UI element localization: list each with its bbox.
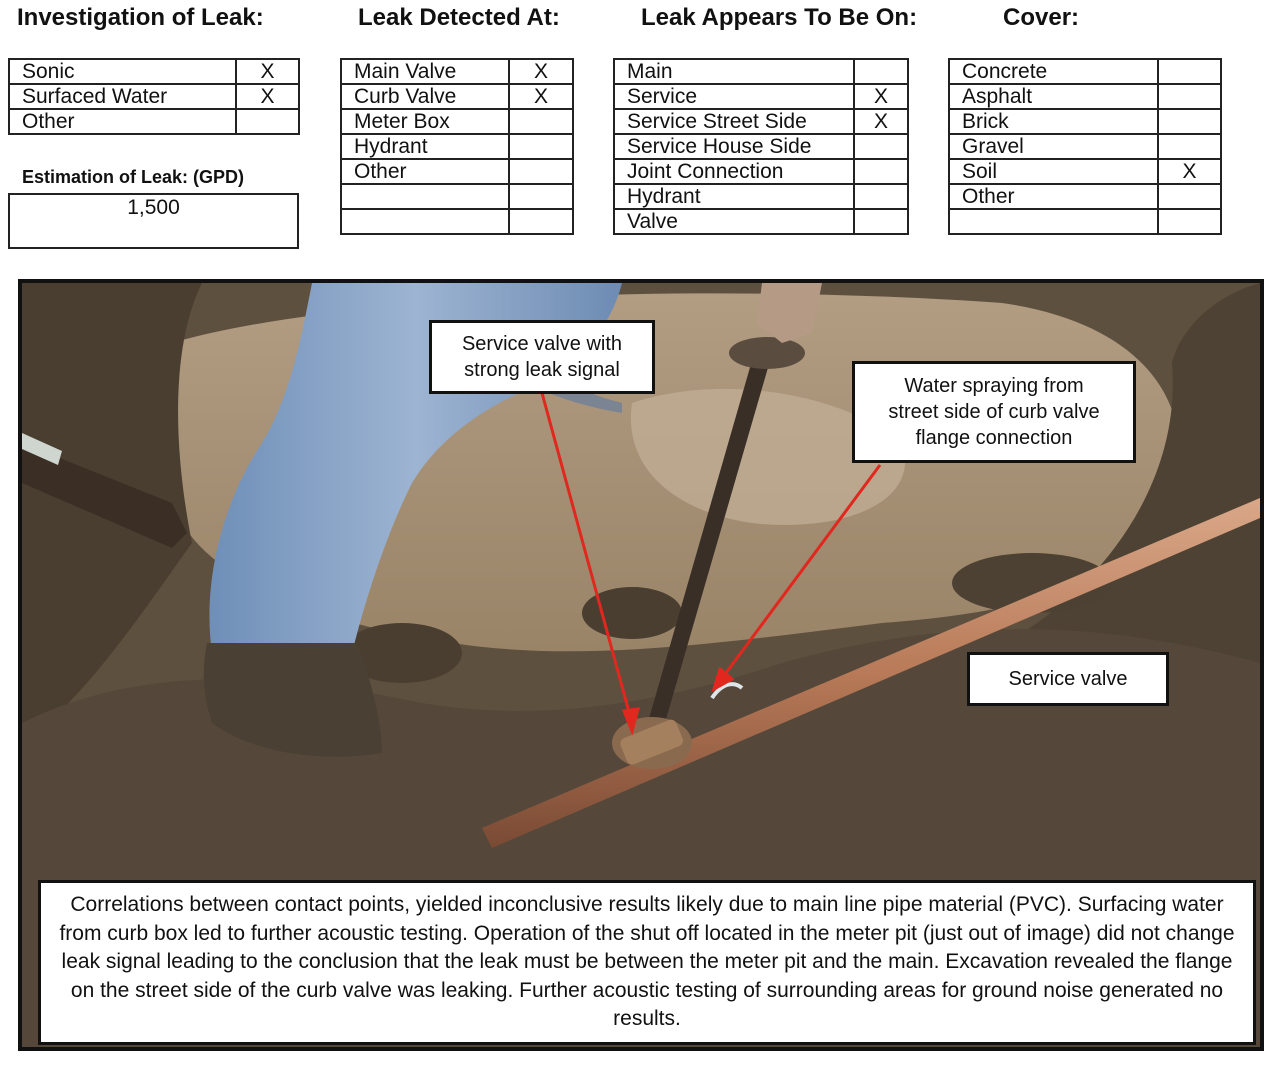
summary-text: Correlations between contact points, yielded inconclusive results likely due to main line pipe material (PVC). Surfacing water from curb box led to further acoustic testing. Operation of the shut off located in the meter pit (just out of image) did not change leak signal leading to the conclusion that the leak must be between the meter pit and the main. Excavation revealed the flange on the street side of the curb valve was leaking. Further acoustic testing of surrounding areas for ground noise generated no results.	[38, 880, 1256, 1045]
table-row	[949, 184, 1221, 209]
callout-water-spraying: Water spraying from street side of curb valve flange connection	[852, 361, 1136, 463]
check-mark[interactable]: X	[1158, 159, 1221, 184]
row-label: Other	[949, 184, 1158, 209]
excavation-photo	[18, 279, 1264, 1051]
check-mark[interactable]	[854, 134, 908, 159]
table-row	[614, 84, 908, 109]
row-label: Asphalt	[949, 84, 1158, 109]
table-row	[614, 109, 908, 134]
detected-table	[340, 58, 574, 235]
row-label: Service House Side	[614, 134, 854, 159]
row-label: Surfaced Water	[9, 84, 236, 109]
check-mark[interactable]	[1158, 84, 1221, 109]
table-row	[9, 84, 299, 109]
check-mark[interactable]	[854, 184, 908, 209]
table-row	[9, 59, 299, 84]
table-row	[614, 184, 908, 209]
table-row	[949, 59, 1221, 84]
table-row	[341, 209, 573, 234]
heading-detected: Leak Detected At:	[358, 4, 560, 31]
row-label: Curb Valve	[341, 84, 509, 109]
cover-table	[948, 58, 1222, 235]
row-label: Valve	[614, 209, 854, 234]
appears-table	[613, 58, 909, 235]
callout-service-valve-signal: Service valve with strong leak signal	[429, 320, 655, 394]
check-mark[interactable]: X	[236, 84, 299, 109]
row-label: Service	[614, 84, 854, 109]
check-mark[interactable]: X	[509, 59, 573, 84]
table-row	[341, 59, 573, 84]
row-label: Hydrant	[614, 184, 854, 209]
probe-handle	[729, 337, 805, 369]
row-label: Hydrant	[341, 134, 509, 159]
check-mark[interactable]	[1158, 184, 1221, 209]
check-mark[interactable]	[1158, 59, 1221, 84]
check-mark[interactable]	[854, 159, 908, 184]
table-row	[614, 134, 908, 159]
row-label: Other	[9, 109, 236, 134]
table-row	[341, 184, 573, 209]
heading-appears: Leak Appears To Be On:	[641, 4, 918, 31]
check-mark[interactable]: X	[854, 84, 908, 109]
table-row	[614, 59, 908, 84]
row-label: Sonic	[9, 59, 236, 84]
check-mark[interactable]	[236, 109, 299, 134]
row-label: Joint Connection	[614, 159, 854, 184]
check-mark[interactable]	[509, 109, 573, 134]
check-mark[interactable]: X	[236, 59, 299, 84]
row-label: Main Valve	[341, 59, 509, 84]
check-mark[interactable]	[1158, 109, 1221, 134]
callout-service-valve: Service valve	[967, 652, 1169, 706]
check-mark[interactable]: X	[854, 109, 908, 134]
table-row	[341, 134, 573, 159]
table-row	[949, 209, 1221, 234]
row-label: Concrete	[949, 59, 1158, 84]
table-row	[341, 84, 573, 109]
check-mark[interactable]	[854, 209, 908, 234]
heading-investigation: Investigation of Leak:	[17, 4, 264, 31]
row-label: Meter Box	[341, 109, 509, 134]
check-mark[interactable]	[509, 209, 573, 234]
check-mark[interactable]	[1158, 209, 1221, 234]
heading-cover: Cover:	[1003, 4, 1080, 31]
check-mark[interactable]	[1158, 134, 1221, 159]
check-mark[interactable]	[509, 184, 573, 209]
table-row	[949, 134, 1221, 159]
check-mark[interactable]	[854, 59, 908, 84]
estimation-label: Estimation of Leak: (GPD)	[22, 167, 245, 187]
estimation-value[interactable]: 1,500	[8, 193, 299, 249]
table-row	[614, 209, 908, 234]
check-mark[interactable]	[509, 159, 573, 184]
row-label	[949, 209, 1158, 234]
table-row	[341, 159, 573, 184]
row-label	[341, 209, 509, 234]
table-row	[341, 109, 573, 134]
table-row	[949, 159, 1221, 184]
table-row	[614, 159, 908, 184]
row-label: Gravel	[949, 134, 1158, 159]
row-label: Brick	[949, 109, 1158, 134]
check-mark[interactable]	[509, 134, 573, 159]
row-label: Soil	[949, 159, 1158, 184]
row-label	[341, 184, 509, 209]
row-label: Other	[341, 159, 509, 184]
table-row	[9, 109, 299, 134]
investigation-table	[8, 58, 300, 135]
row-label: Service Street Side	[614, 109, 854, 134]
row-label: Main	[614, 59, 854, 84]
table-row	[949, 109, 1221, 134]
table-row	[949, 84, 1221, 109]
check-mark[interactable]: X	[509, 84, 573, 109]
